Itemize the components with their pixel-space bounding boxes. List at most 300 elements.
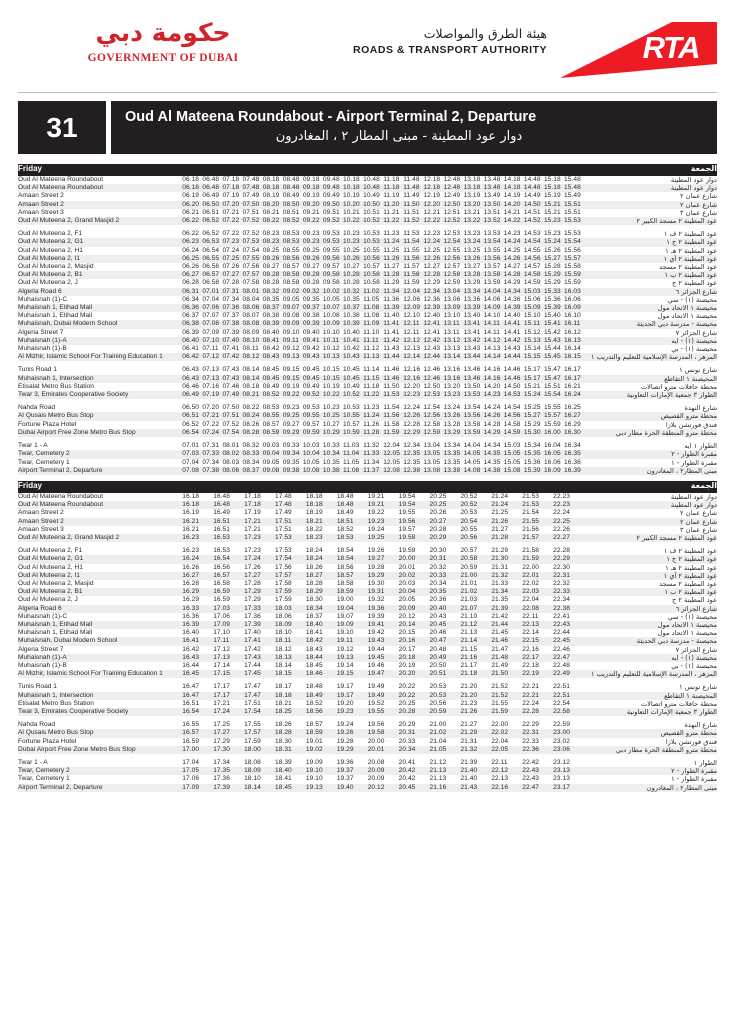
departure-time: 19.40: [337, 784, 368, 792]
departure-time: 20.41: [399, 759, 430, 767]
departure-time: 20.47: [430, 637, 461, 645]
departure-time: 06.53: [202, 238, 222, 246]
departure-time: 15.35: [524, 450, 544, 458]
departure-time: 22.51: [553, 683, 584, 691]
departure-time: 18.13: [275, 654, 306, 662]
departure-time: 10.45: [343, 375, 363, 383]
stop-name-en: Oud Al Muteena 2, Masjid: [18, 263, 182, 271]
departure-time: 10.20: [343, 201, 363, 209]
departure-time: 13.06: [443, 296, 463, 304]
departure-time: 15.05: [504, 450, 524, 458]
table-row: [18, 501, 717, 509]
departure-time: 06.46: [182, 383, 202, 391]
departure-time: 15.40: [544, 312, 564, 320]
departure-time: 18.45: [306, 662, 337, 670]
departure-time: 16.44: [182, 662, 213, 670]
departure-time: 13.49: [484, 192, 504, 200]
stop-name-ar: المزهر ، المدرسة الإسلامية للتعليم والتدريب ١: [584, 353, 717, 361]
departure-time: 08.03: [222, 459, 242, 467]
departure-time: 09.49: [323, 192, 343, 200]
departure-time: 22.33: [553, 588, 584, 596]
departure-time: 23.13: [553, 767, 584, 775]
departure-time: 15.45: [544, 353, 564, 361]
departure-time: 08.06: [222, 467, 242, 475]
departure-time: 14.05: [464, 450, 484, 458]
stop-name-en: Amaan Street 2: [18, 518, 182, 526]
stop-name-ar: شارع النهدة: [584, 721, 717, 729]
departure-time: 20.53: [430, 683, 461, 691]
departure-time: 19.59: [399, 547, 430, 555]
departure-time: 19.44: [368, 646, 399, 654]
route-number-badge: 31: [18, 101, 106, 154]
table-row: [18, 629, 717, 637]
departure-time: 15.51: [544, 383, 564, 391]
departure-time: 10.12: [323, 345, 343, 353]
departure-time: 11.40: [383, 312, 403, 320]
departure-time: 07.52: [222, 421, 242, 429]
stop-name-en: Dubai Airport Free Zone Metro Bus Stop: [18, 429, 182, 437]
departure-time: 18.21: [275, 700, 306, 708]
departure-time: 13.26: [464, 255, 484, 263]
table-row: [18, 353, 717, 361]
departure-time: 07.11: [202, 345, 222, 353]
departure-time: 17.44: [244, 662, 275, 670]
stop-name-en: Twar, Cemetery 1: [18, 775, 182, 783]
departure-time: 06.54: [182, 429, 202, 437]
departure-time: 17.24: [213, 708, 244, 716]
departure-time: 20.09: [368, 767, 399, 775]
departure-time: 08.51: [283, 209, 303, 217]
departure-time: 13.53: [484, 230, 504, 238]
departure-time: 10.49: [343, 383, 363, 391]
departure-time: 07.41: [222, 345, 242, 353]
departure-time: 09.57: [323, 263, 343, 271]
departure-time: 08.56: [283, 255, 303, 263]
departure-time: 10.26: [343, 255, 363, 263]
departure-time: 12.24: [423, 238, 443, 246]
departure-time: 14.20: [484, 383, 504, 391]
departure-time: 17.45: [244, 670, 275, 678]
timetable-container: [18, 164, 717, 792]
departure-time: 12.09: [403, 304, 423, 312]
departure-time: 09.37: [303, 304, 323, 312]
departure-time: 15.26: [544, 247, 564, 255]
departure-time: 08.06: [243, 304, 263, 312]
departure-time: 20.33: [430, 572, 461, 580]
departure-time: 09.45: [303, 375, 323, 383]
departure-time: 12.40: [423, 312, 443, 320]
stop-name-ar: محيصنة ١ الاتحاد مول: [584, 621, 717, 629]
departure-time: 14.56: [504, 412, 524, 420]
table-row: [18, 238, 717, 246]
departure-time: 08.33: [243, 450, 263, 458]
departure-time: 09.20: [303, 201, 323, 209]
departure-time: 11.43: [383, 345, 403, 353]
departure-time: 14.06: [484, 296, 504, 304]
stop-name-ar: شارع الجزائر ٦: [584, 605, 717, 613]
table-row: [18, 271, 717, 279]
departure-time: 06.40: [182, 337, 202, 345]
departure-time: 16.21: [564, 383, 584, 391]
departure-time: 17.29: [244, 596, 275, 604]
departure-time: 22.14: [522, 629, 553, 637]
departure-time: 09.19: [303, 192, 323, 200]
stop-name-en: Twar, Cemetery 1: [18, 459, 182, 467]
departure-time: 16.30: [564, 429, 584, 437]
departure-time: 19.54: [399, 501, 430, 509]
stop-name-ar: عود المطينة ٢ هـ ١: [584, 247, 717, 255]
departure-time: 16.45: [182, 670, 213, 678]
departure-time: 11.18: [383, 176, 403, 184]
departure-time: 10.43: [343, 353, 363, 361]
departure-time: 22.58: [553, 708, 584, 716]
departure-time: 11.23: [363, 404, 383, 412]
departure-time: 13.51: [484, 209, 504, 217]
departure-time: 13.16: [443, 375, 463, 383]
departure-time: 07.03: [182, 450, 202, 458]
departure-time: 18.23: [306, 534, 337, 542]
departure-time: 11.25: [383, 247, 403, 255]
departure-time: 13.58: [464, 421, 484, 429]
departure-time: 17.26: [244, 564, 275, 572]
departure-time: 16.17: [564, 375, 584, 383]
departure-time: 19.10: [306, 767, 337, 775]
departure-time: 08.22: [243, 404, 263, 412]
departure-time: 11.14: [363, 366, 383, 374]
departure-time: 12.26: [423, 255, 443, 263]
departure-time: 11.22: [363, 391, 383, 399]
departure-time: 08.01: [243, 288, 263, 296]
departure-time: 17.41: [244, 637, 275, 645]
departure-time: 17.17: [213, 692, 244, 700]
departure-time: 13.44: [464, 353, 484, 361]
departure-time: 10.04: [303, 450, 323, 458]
departure-time: 14.34: [484, 442, 504, 450]
stop-name-ar: شارع النهدة: [584, 404, 717, 412]
departure-time: 16.33: [182, 605, 213, 613]
departure-time: 08.10: [243, 337, 263, 345]
departure-time: 20.03: [399, 580, 430, 588]
departure-time: 10.48: [363, 184, 383, 192]
departure-time: 19.21: [368, 493, 399, 501]
departure-time: 13.41: [464, 329, 484, 337]
departure-time: 12.41: [423, 329, 443, 337]
departure-time: 11.27: [383, 263, 403, 271]
departure-time: 07.19: [202, 391, 222, 399]
departure-time: 08.23: [263, 238, 283, 246]
table-row: [18, 526, 717, 534]
departure-time: 07.58: [243, 279, 263, 287]
departure-time: 12.05: [383, 459, 403, 467]
table-row: [18, 459, 717, 467]
departure-time: 08.53: [283, 230, 303, 238]
departure-time: 09.05: [283, 296, 303, 304]
departure-time: 16.51: [213, 526, 244, 534]
departure-time: 17.25: [213, 721, 244, 729]
table-row: [18, 404, 717, 412]
table-row: [18, 596, 717, 604]
departure-time: 18.42: [306, 637, 337, 645]
stop-name-ar: شارع عمان ٣: [584, 209, 717, 217]
departure-time: 17.35: [213, 767, 244, 775]
departure-time: 22.04: [491, 738, 522, 746]
departure-time: 19.07: [337, 613, 368, 621]
stop-name-en: Muhaisnah, Dubai Modern School: [18, 637, 182, 645]
departure-time: 16.35: [564, 450, 584, 458]
table-row: [18, 700, 717, 708]
table-row: [18, 759, 717, 767]
departure-time: 15.34: [524, 442, 544, 450]
departure-time: 12.57: [443, 263, 463, 271]
departure-time: 18.52: [337, 526, 368, 534]
departure-time: 22.24: [553, 509, 584, 517]
departure-time: 17.18: [244, 501, 275, 509]
departure-time: 06.48: [202, 184, 222, 192]
departure-time: 15.59: [544, 421, 564, 429]
departure-time: 17.51: [275, 526, 306, 534]
departure-time: 12.43: [423, 345, 443, 353]
departure-time: 22.02: [491, 729, 522, 737]
departure-time: 20.09: [368, 775, 399, 783]
stop-name-ar: المحيصنة ١ التقاطع: [584, 692, 717, 700]
stop-name-en: Oud Al Muteena 2, J: [18, 596, 182, 604]
departure-time: 13.50: [464, 383, 484, 391]
departure-time: 14.16: [484, 375, 504, 383]
stop-name-ar: محيصنة ١ الاتحاد مول: [584, 629, 717, 637]
departure-time: 13.36: [464, 296, 484, 304]
departure-time: 19.13: [306, 784, 337, 792]
departure-time: 21.13: [460, 629, 491, 637]
departure-time: 13.46: [464, 375, 484, 383]
departure-time: 19.37: [337, 767, 368, 775]
stop-name-ar: الطوار ١: [584, 759, 717, 767]
departure-time: 18.03: [275, 605, 306, 613]
departure-time: 09.26: [303, 255, 323, 263]
departure-time: 12.20: [423, 201, 443, 209]
departure-time: 19.41: [368, 621, 399, 629]
stop-name-en: Airport Terminal 2, Departure: [18, 467, 182, 475]
departure-time: 17.54: [244, 708, 275, 716]
stop-name-en: Algeria Road 6: [18, 288, 182, 296]
departure-time: 19.46: [368, 662, 399, 670]
departure-time: 21.39: [460, 759, 491, 767]
departure-time: 15.56: [564, 247, 584, 255]
departure-time: 18.52: [306, 700, 337, 708]
departure-time: 19.31: [368, 588, 399, 596]
departure-time: 07.42: [222, 353, 242, 361]
departure-time: 11.57: [403, 263, 423, 271]
stop-name-ar: مقبرة الطوار - ١: [584, 459, 717, 467]
table-row: [18, 467, 717, 475]
departure-time: 10.56: [363, 255, 383, 263]
departure-time: 22.01: [522, 572, 553, 580]
departure-time: 06.38: [182, 320, 202, 328]
departure-time: 15.59: [564, 279, 584, 287]
departure-time: 07.34: [202, 459, 222, 467]
departure-time: 20.22: [399, 692, 430, 700]
stop-name-en: Muhaisnah 1, Intersection: [18, 692, 182, 700]
departure-time: 07.13: [202, 375, 222, 383]
departure-time: 09.58: [323, 279, 343, 287]
departure-time: 18.53: [337, 534, 368, 542]
departure-time: 18.43: [306, 646, 337, 654]
departure-time: 19.28: [337, 738, 368, 746]
departure-time: 18.26: [306, 564, 337, 572]
departure-time: 13.55: [484, 247, 504, 255]
departure-time: 17.59: [275, 588, 306, 596]
departure-time: 08.18: [263, 176, 283, 184]
departure-time: 19.24: [337, 721, 368, 729]
departure-time: 21.24: [491, 493, 522, 501]
departure-time: 10.25: [343, 247, 363, 255]
departure-time: 10.57: [363, 263, 383, 271]
departure-time: 12.12: [403, 337, 423, 345]
departure-time: 09.59: [303, 429, 323, 437]
stop-name-en: Amaan Street 2: [18, 192, 182, 200]
departure-time: 18.59: [306, 729, 337, 737]
departure-time: 13.05: [423, 459, 443, 467]
departure-time: 09.04: [263, 450, 283, 458]
departure-time: 13.04: [423, 442, 443, 450]
departure-time: 20.08: [368, 759, 399, 767]
stop-name-ar: فندق فورتشن بلازا: [584, 738, 717, 746]
departure-time: 11.08: [363, 304, 383, 312]
departure-time: 13.19: [464, 192, 484, 200]
departure-time: 11.58: [383, 421, 403, 429]
departure-time: 08.53: [283, 238, 303, 246]
departure-time: 15.49: [564, 192, 584, 200]
departure-time: 07.12: [202, 353, 222, 361]
departure-time: 13.42: [464, 337, 484, 345]
departure-time: 11.15: [363, 375, 383, 383]
departure-time: 08.21: [263, 209, 283, 217]
departure-time: 12.36: [423, 296, 443, 304]
departure-time: 15.12: [524, 329, 544, 337]
departure-time: 11.33: [363, 450, 383, 458]
departure-time: 15.18: [544, 176, 564, 184]
departure-time: 07.57: [243, 271, 263, 279]
departure-time: 09.53: [323, 238, 343, 246]
departure-time: 18.56: [306, 708, 337, 716]
departure-time: 17.57: [275, 572, 306, 580]
departure-time: 20.34: [430, 580, 461, 588]
stop-name-en: Oud Al Muteena 2, H1: [18, 564, 182, 572]
departure-time: 19.01: [306, 738, 337, 746]
departure-time: 08.49: [263, 383, 283, 391]
branding-header: [18, 0, 717, 92]
departure-time: 07.13: [202, 366, 222, 374]
departure-time: 07.06: [202, 304, 222, 312]
stop-name-en: Oud Al Muteena 2, J: [18, 279, 182, 287]
departure-time: 17.43: [244, 654, 275, 662]
departure-time: 15.39: [544, 304, 564, 312]
departure-time: 09.48: [323, 176, 343, 184]
departure-time: 13.18: [464, 184, 484, 192]
departure-time: 21.04: [430, 738, 461, 746]
stop-name-ar: شارع تونس ١: [584, 366, 717, 374]
departure-time: 22.29: [522, 721, 553, 729]
departure-time: 14.24: [504, 238, 524, 246]
departure-time: 12.42: [423, 337, 443, 345]
departure-time: 19.25: [368, 534, 399, 542]
departure-time: 15.29: [544, 279, 564, 287]
departure-time: 12.50: [443, 201, 463, 209]
departure-time: 20.33: [399, 738, 430, 746]
table-row: [18, 621, 717, 629]
departure-time: 16.29: [182, 596, 213, 604]
departure-time: 11.59: [403, 279, 423, 287]
departure-time: 15.55: [544, 404, 564, 412]
departure-time: 21.43: [460, 784, 491, 792]
departure-time: 13.52: [484, 217, 504, 225]
departure-time: 13.29: [443, 429, 463, 437]
departure-time: 11.23: [383, 230, 403, 238]
departure-time: 19.24: [368, 526, 399, 534]
table-row: [18, 304, 717, 312]
departure-time: 07.07: [202, 312, 222, 320]
departure-time: 06.39: [182, 329, 202, 337]
departure-time: 21.50: [491, 670, 522, 678]
departure-time: 22.47: [522, 784, 553, 792]
departure-time: 20.52: [460, 501, 491, 509]
stop-name-en: Tunis Road 1: [18, 366, 182, 374]
stop-name-ar: محطة حافلات مترو اتصالات: [584, 383, 717, 391]
departure-time: 20.09: [399, 605, 430, 613]
departure-time: 20.32: [430, 564, 461, 572]
departure-time: 19.28: [368, 564, 399, 572]
departure-time: 16.03: [564, 288, 584, 296]
departure-time: 13.11: [443, 320, 463, 328]
departure-time: 13.48: [484, 184, 504, 192]
departure-time: 18.59: [337, 588, 368, 596]
departure-time: 12.53: [423, 391, 443, 399]
departure-time: 08.14: [243, 366, 263, 374]
departure-time: 06.18: [182, 176, 202, 184]
table-row: [18, 429, 717, 437]
stop-name-ar: عود المطينة ٢ ف ١: [584, 547, 717, 555]
table-row: [18, 646, 717, 654]
departure-time: 18.15: [275, 670, 306, 678]
departure-time: 06.52: [202, 230, 222, 238]
stop-name-en: Oud Al Muteena 2, G1: [18, 555, 182, 563]
departure-time: 14.04: [464, 442, 484, 450]
departure-time: 11.41: [383, 320, 403, 328]
departure-time: 21.57: [522, 534, 553, 542]
departure-time: 13.40: [464, 312, 484, 320]
departure-time: 15.53: [564, 230, 584, 238]
departure-time: 21.03: [460, 596, 491, 604]
stop-name-en: Twar 3, Emirates Cooperative Society: [18, 708, 182, 716]
table-row: [18, 247, 717, 255]
departure-time: 20.05: [399, 596, 430, 604]
table-row: [18, 296, 717, 304]
departure-time: 11.08: [343, 467, 363, 475]
departure-time: 21.34: [491, 588, 522, 596]
departure-time: 20.14: [399, 621, 430, 629]
departure-time: 10.29: [323, 429, 343, 437]
departure-time: 23.12: [553, 759, 584, 767]
departure-time: 15.47: [544, 366, 564, 374]
departure-time: 19.45: [368, 654, 399, 662]
departure-time: 17.49: [275, 509, 306, 517]
departure-time: 08.11: [243, 345, 263, 353]
departure-time: 06.23: [182, 238, 202, 246]
departure-time: 18.08: [244, 759, 275, 767]
departure-time: 13.34: [443, 442, 463, 450]
departure-time: 12.18: [423, 184, 443, 192]
departure-time: 21.59: [491, 708, 522, 716]
stop-name-ar: محيصنة (١) - ايه: [584, 337, 717, 345]
